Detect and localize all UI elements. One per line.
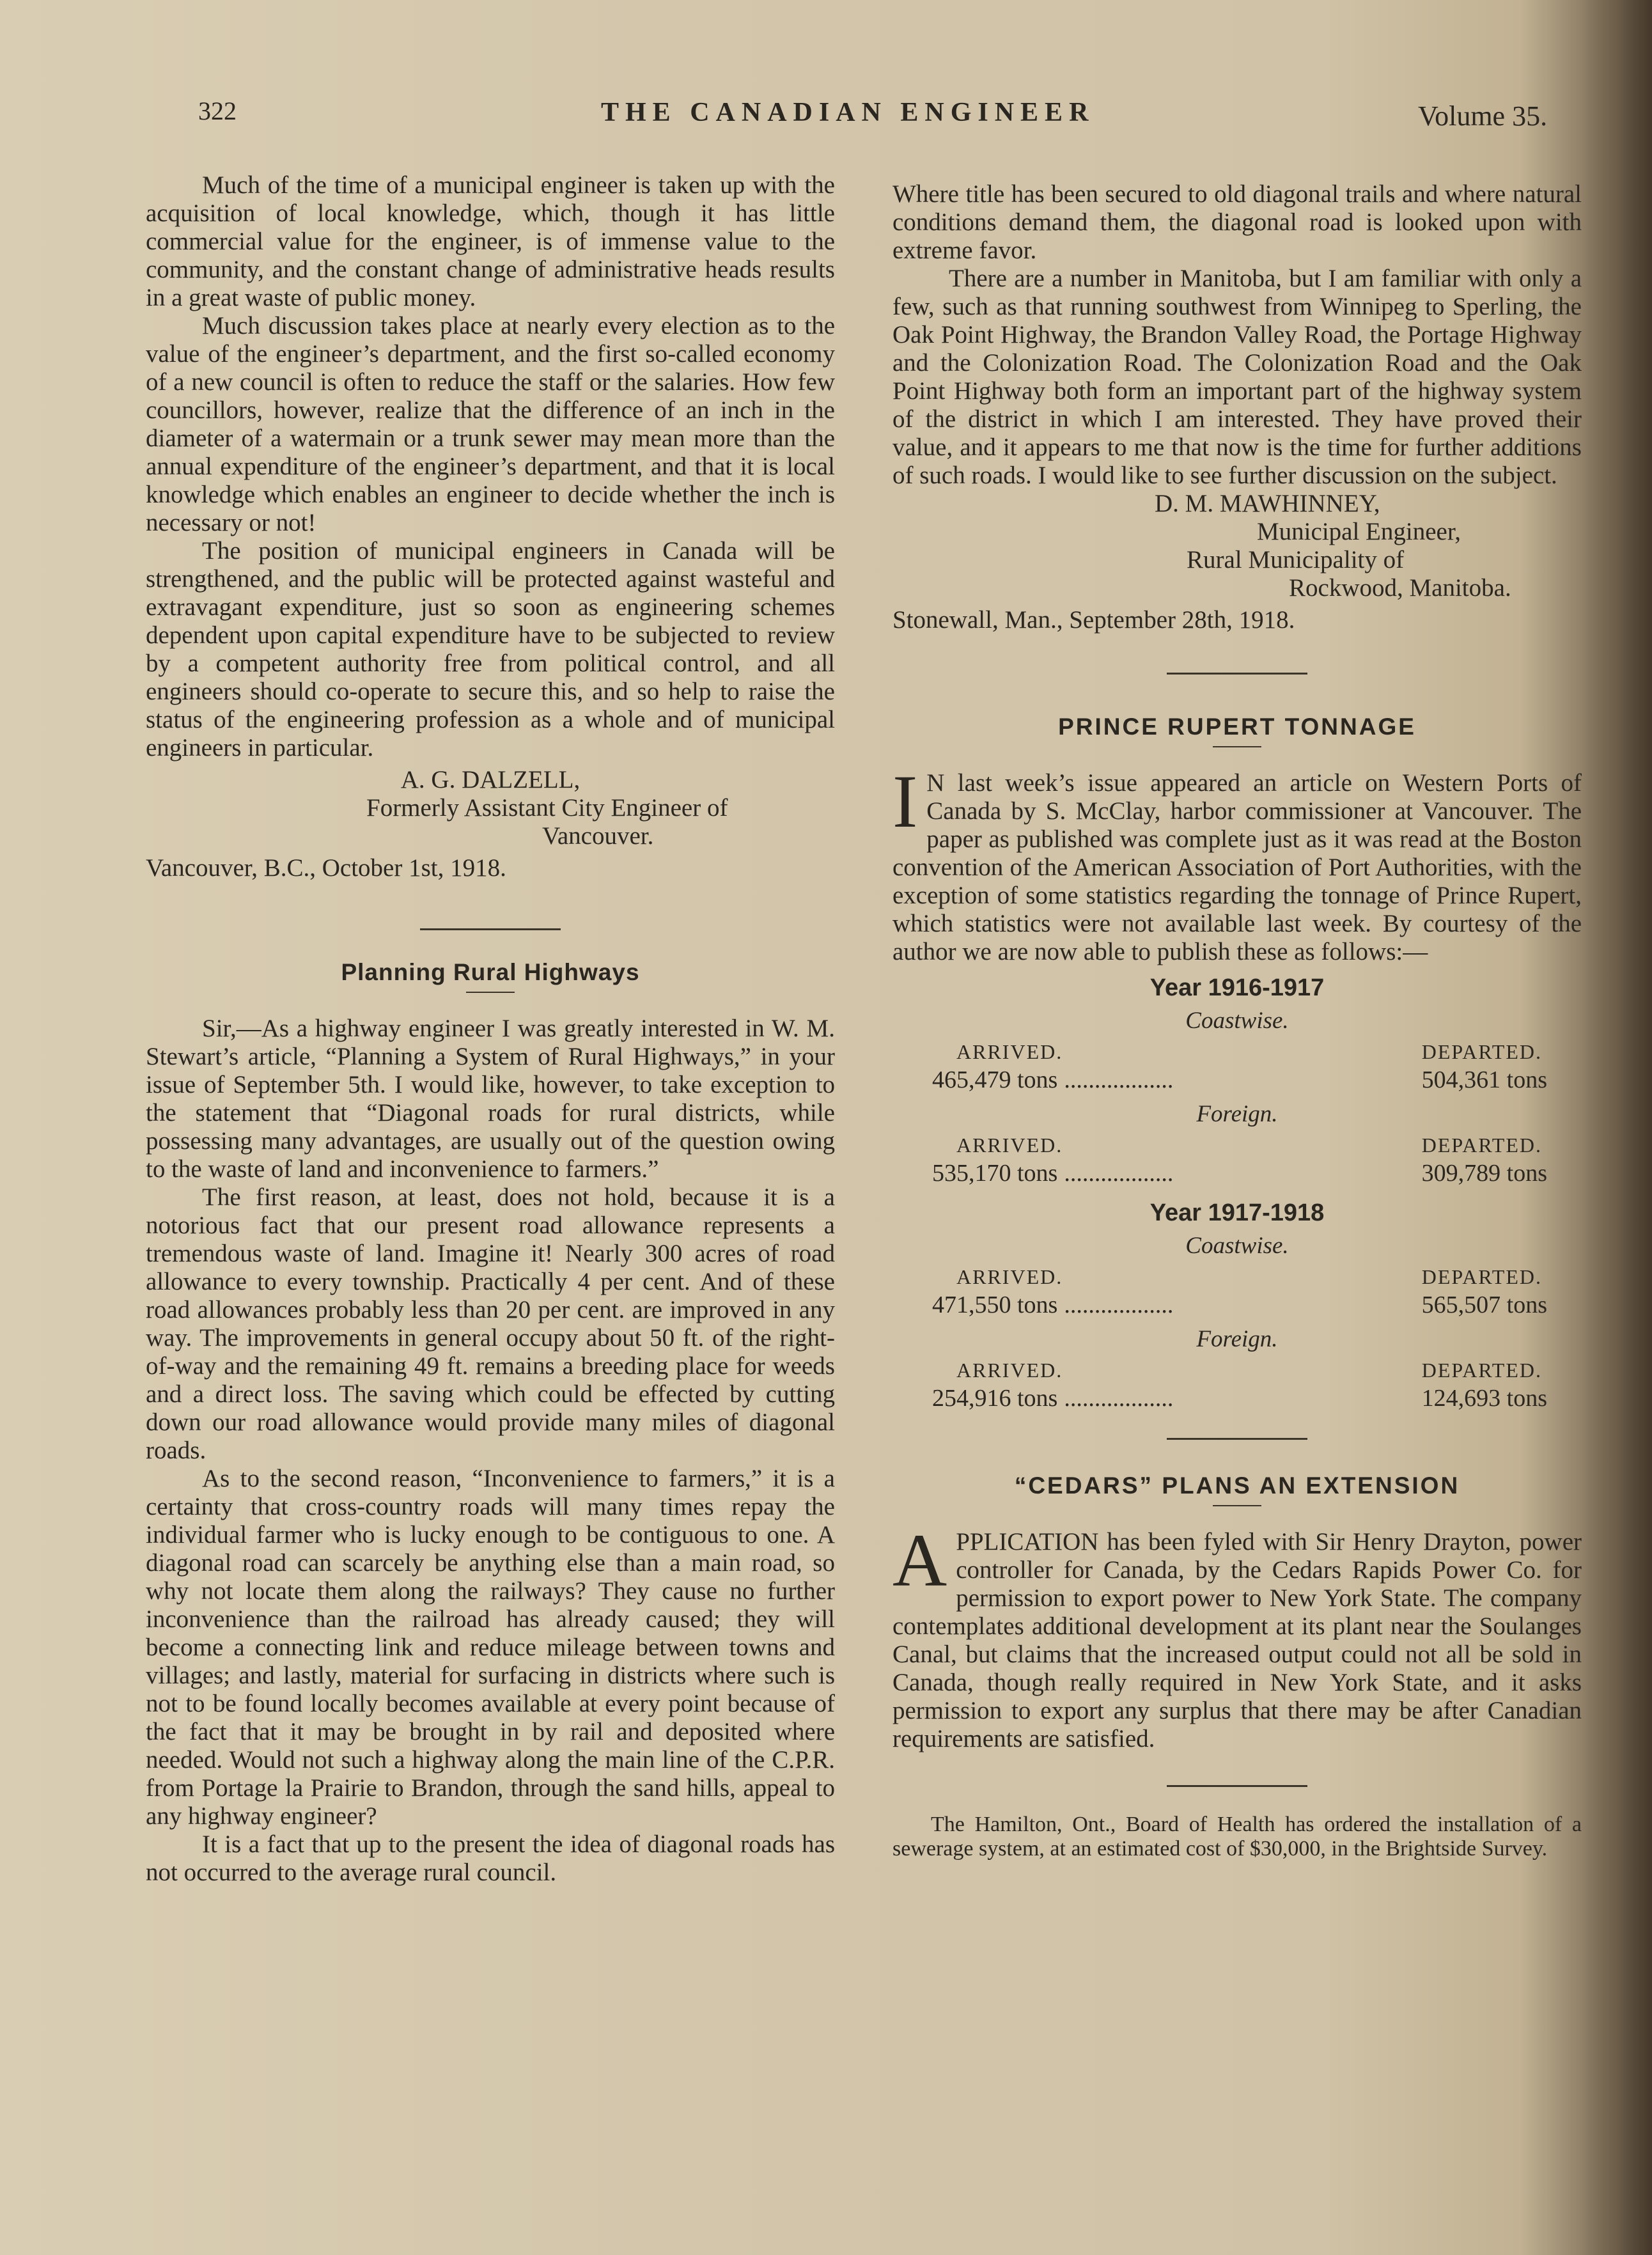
section-divider bbox=[1167, 1438, 1307, 1440]
title-underline bbox=[1213, 746, 1261, 747]
title-underline bbox=[1213, 1505, 1261, 1506]
arrived-value: 465,479 tons bbox=[932, 1066, 1058, 1093]
paragraph: Much of the time of a municipal engineer is taken up with the acquisition of local knowledge, which, though it has little commercial value for the engineer, is of immense value to the community, and the constant change of administrative heads results in a great waste of public money. bbox=[146, 171, 835, 311]
leader-dots: .................. bbox=[1064, 1160, 1174, 1187]
article-text: PPLICATION has been fyled with Sir Henry Drayton, power controller for Canada, by the Cedars Rapids Power Co. for permission to export power to New York State. The company contemplates additional development at its plant near the Soulanges Canal, but claims that the increased output could not all be sold in Canada, though really required in New York State, and it asks permission to export any surplus that there may be after Canadian requirements are satisfied. bbox=[892, 1528, 1582, 1752]
page-header bbox=[0, 96, 1652, 147]
drop-cap: I bbox=[892, 760, 918, 843]
leader-dots: .................. bbox=[1064, 1385, 1174, 1412]
dateline: Stonewall, Man., September 28th, 1918. bbox=[892, 606, 1295, 634]
paragraph: Where title has been secured to old diagonal trails and where natural conditions demand them, the diagonal road is looked upon with extreme favor. bbox=[892, 180, 1582, 264]
coastwise-label: Coastwise. bbox=[1185, 1233, 1289, 1259]
section-divider bbox=[420, 928, 561, 930]
page-number: 322 bbox=[198, 97, 237, 125]
signature-title: Municipal Engineer, bbox=[1257, 518, 1461, 545]
article-title: Planning Rural Highways bbox=[341, 959, 640, 985]
foreign-label: Foreign. bbox=[1196, 1101, 1278, 1127]
arrived-departed-labels bbox=[892, 1038, 1582, 1066]
drop-cap: A bbox=[892, 1518, 947, 1602]
signature-name: A. G. DALZELL, bbox=[400, 766, 581, 793]
signature-title: Formerly Assistant City Engineer of bbox=[366, 794, 728, 822]
arrived-value: 535,170 tons bbox=[932, 1160, 1058, 1187]
signature-city: Vancouver. bbox=[542, 822, 654, 850]
departed-label: DEPARTED. bbox=[1421, 1359, 1542, 1382]
foreign-label: Foreign. bbox=[1196, 1326, 1278, 1352]
paragraph: Sir,—As a highway engineer I was greatly interested in W. M. Stewart’s article, “Planning a System of Rural Highways,” in your issue of September 5th. I would like, however, to take exception to the statement that “Diagonal roads for rural districts, while possessing many advantages, are usually out of the question owing to the waste of land and inconvenience to farmers.” bbox=[146, 1015, 835, 1183]
signature-org: Rural Municipality of bbox=[1187, 546, 1405, 574]
tonnage-row bbox=[892, 1066, 1582, 1094]
tonnage-row bbox=[892, 1159, 1582, 1187]
article-body bbox=[892, 760, 1582, 966]
tonnage-row bbox=[892, 1291, 1582, 1319]
left-column bbox=[146, 171, 835, 1887]
leader-dots: .................. bbox=[1064, 1066, 1174, 1093]
departed-value: 124,693 tons bbox=[1421, 1385, 1547, 1412]
title-underline bbox=[466, 992, 515, 993]
section-divider bbox=[1167, 1785, 1307, 1787]
article-title: “CEDARS” PLANS AN EXTENSION bbox=[1014, 1472, 1460, 1499]
article-title: PRINCE RUPERT TONNAGE bbox=[1058, 714, 1416, 740]
arrived-value: 254,916 tons bbox=[932, 1385, 1058, 1412]
departed-label: DEPARTED. bbox=[1421, 1040, 1542, 1063]
volume-label: Volume 35. bbox=[1418, 100, 1548, 132]
coastwise-label: Coastwise. bbox=[1185, 1008, 1289, 1034]
paragraph: There are a number in Manitoba, but I am familiar with only a few, such as that running southwest from Winnipeg to Sperling, the Oak Point Highway, the Brandon Valley Road, the Portage Highway and the Colonization Road. The Colonization Road and the Oak Point Highway both form an important part of the highway system of the district in which I am interested. They have proved their value, and it appears to me that now is the time for further additions of such roads. I would like to see further discussion on the subject. bbox=[892, 265, 1582, 489]
paragraph: It is a fact that up to the present the idea of diagonal roads has not occurred to the average rural council. bbox=[146, 1830, 835, 1886]
arrived-label: ARRIVED. bbox=[956, 1134, 1063, 1157]
arrived-label: ARRIVED. bbox=[956, 1359, 1063, 1382]
right-column bbox=[892, 180, 1582, 1861]
arrived-departed-labels bbox=[892, 1131, 1582, 1159]
signature-name: D. M. MAWHINNEY, bbox=[1155, 490, 1380, 517]
article-text: N last week’s issue appeared an article on Western Ports of Canada by S. McClay, harbor commissioner at Vancouver. The paper as published was complete just as it was read at the Boston convention of the American Association of Port Authorities, with the exception of some statistics regarding the tonnage of Prince Rupert, which statistics were not available last week. By courtesy of the author we are now able to publish these as follows:— bbox=[892, 769, 1582, 965]
article-body bbox=[892, 1518, 1582, 1753]
tonnage-row bbox=[892, 1384, 1582, 1412]
section-divider bbox=[1167, 673, 1307, 675]
news-note bbox=[892, 1813, 1582, 1861]
binding-shadow bbox=[1582, 0, 1652, 2255]
arrived-label: ARRIVED. bbox=[956, 1040, 1063, 1063]
paragraph: As to the second reason, “Inconvenience to farmers,” it is a certainty that cross-country roads will many times repay the individual farmer who is lucky enough to be contiguous to one. A diagonal road can scarcely be anything else than a main road, so why not locate them along the railways? They cause no further inconvenience than the railroad has already caused; they will become a connecting link and reduce mileage between towns and villages; and lastly, material for surfacing in districts where such is not to be found locally becomes available at every point because of the fact that it may be brought in by rail and deposited where needed. Would not such a highway along the main line of the C.P.R. from Portage la Prairie to Brandon, through the sand hills, appeal to any highway engineer? bbox=[146, 1465, 835, 1830]
note-text: The Hamilton, Ont., Board of Health has ordered the installation of a sewerage system, at an estimated cost of $30,000, in the Brightside Survey. bbox=[892, 1813, 1582, 1861]
departed-value: 309,789 tons bbox=[1421, 1160, 1547, 1187]
departed-value: 504,361 tons bbox=[1421, 1066, 1547, 1093]
leader-dots: .................. bbox=[1064, 1291, 1174, 1318]
year-heading: Year 1917-1918 bbox=[1149, 1199, 1325, 1226]
signature-place: Rockwood, Manitoba. bbox=[1289, 574, 1511, 602]
dateline: Vancouver, B.C., October 1st, 1918. bbox=[146, 854, 506, 882]
arrived-departed-labels bbox=[892, 1263, 1582, 1291]
departed-value: 565,507 tons bbox=[1421, 1291, 1547, 1318]
departed-label: DEPARTED. bbox=[1421, 1134, 1542, 1157]
paragraph: The first reason, at least, does not hold, because it is a notorious fact that our present road allowance represents a tremendous waste of land. Imagine it! Nearly 300 acres of road allowance to every township. Practically 4 per cent. And of these road allowances probably less than 20 per cent. are improved in any way. The improvements in general occupy about 50 ft. of the right-of-way and the remaining 49 ft. remains a breeding place for weeds and a direct loss. The saving which could be effected by cutting down our road allowance would provide many miles of diagonal roads. bbox=[146, 1183, 835, 1464]
arrived-value: 471,550 tons bbox=[932, 1291, 1058, 1318]
arrived-label: ARRIVED. bbox=[956, 1265, 1063, 1288]
paragraph: The position of municipal engineers in Canada will be strengthened, and the public will be protected against wasteful and extravagant expenditure, just so soon as engineering schemes dependent upon capital expenditure have to be subjected to review by a competent authority free from political control, and all engineers should co-operate to secure this, and so help to raise the status of the engineering profession as a whole and of municipal engineers in particular. bbox=[146, 537, 835, 761]
arrived-departed-labels bbox=[892, 1356, 1582, 1384]
year-heading: Year 1916-1917 bbox=[1149, 974, 1325, 1001]
journal-title: THE CANADIAN ENGINEER bbox=[601, 98, 1095, 127]
tonnage-table bbox=[892, 974, 1582, 1412]
paragraph: Much discussion takes place at nearly every election as to the value of the engineer’s department, and the first so-called economy of a new council is often to reduce the staff or the salaries. How few councillors, however, realize that the difference of an inch in the diameter of a watermain or a trunk sewer may mean more than the annual expenditure of the engineer’s department, and that it is local knowledge which enables an engineer to decide whether the inch is necessary or not! bbox=[146, 312, 835, 536]
departed-label: DEPARTED. bbox=[1421, 1265, 1542, 1288]
